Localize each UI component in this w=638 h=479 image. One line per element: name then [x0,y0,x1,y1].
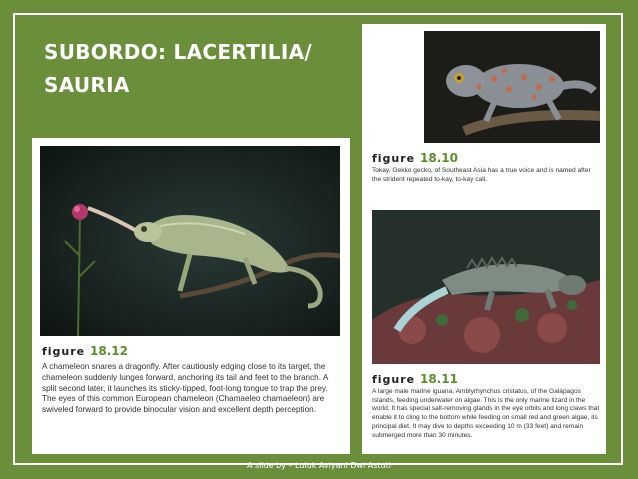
gecko-photo [424,31,600,143]
iguana-caption: A large male marine iguana, Amblyrhynchus cristatus, of the Galápagos Islands, feeding underwater on algae. This is the only marine lizard in the world. It has special salt-removing glands in the eye orbits and long claws that enable it to cling to the bottom while feeding on small red and green algae, its principal diet. It may dive to depths exceeding 10 m (33 feet) and remain submerged more than 30 minutes. [372,388,600,439]
iguana-photo [372,210,600,364]
chameleon-photo [40,146,340,336]
figure-label-18-12 [42,344,128,358]
title-line-2: SAURIA [44,73,130,97]
slide-credit: A slide by – Luluk Aviyani Dwi Astuti [246,461,392,470]
figure-number: 18.10 [420,151,458,165]
figure-word: figure [372,152,416,165]
figure-label-18-10 [372,151,458,165]
chameleon-figure [32,138,350,454]
figure-word: figure [42,345,86,358]
gecko-iguana-figures [362,24,606,454]
figure-number: 18.11 [420,372,458,386]
gecko-caption: Tokay, Gekko gecko, of Southeast Asia has a true voice and is named after the strident repeated to-kay, to-kay call. [372,167,591,183]
title-line-1: SUBORDO: LACERTILIA/ [44,40,312,64]
chameleon-caption: A chameleon snares a dragonfly. After cautiously edging close to its target, the chameleon suddenly lunges forward, anchoring its tail and feet to the branch. A split second later, it launches its sticky-tipped, foot-long tongue to trap the prey. The eyes of this common European chameleon (Chamaeleo chamaeleon) are swiveled forward to provide binocular vision and excellent depth perception. [42,362,328,415]
slide-title [44,36,344,102]
figure-label-18-11 [372,372,458,386]
figure-word: figure [372,373,416,386]
figure-number: 18.12 [90,344,128,358]
